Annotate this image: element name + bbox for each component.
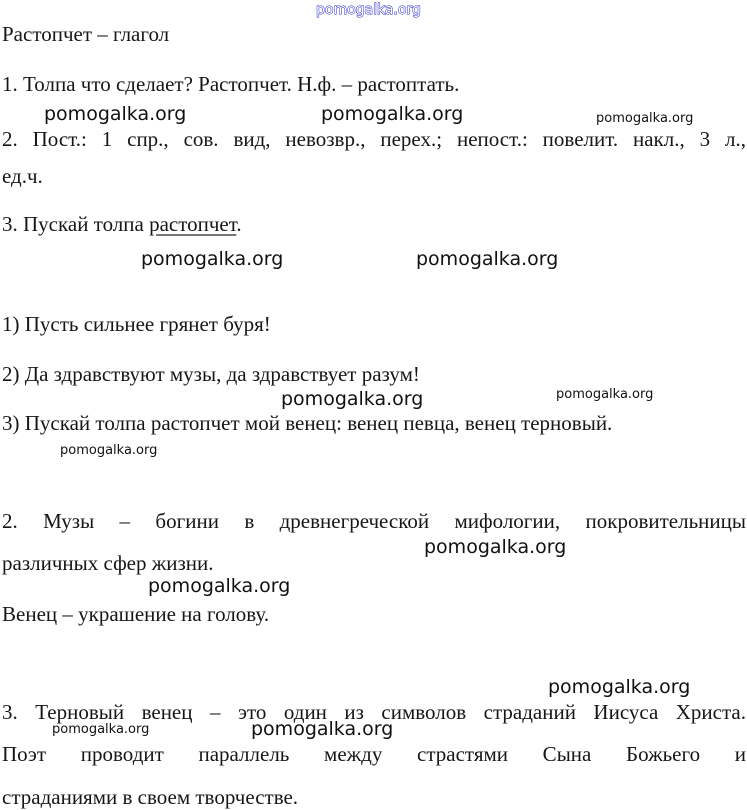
- watermark: pomogalka.org: [60, 443, 158, 458]
- watermark: pomogalka.org: [548, 676, 691, 698]
- watermark: pomogalka.org: [141, 248, 284, 270]
- list-item-2: 2) Да здравствуют музы, да здравствует разум!: [2, 362, 420, 386]
- thorn-line-3: страданиями в своем творчестве.: [2, 785, 299, 809]
- paragraph-3-prefix: 3. Пускай толпа: [2, 212, 150, 236]
- paragraph-2-line-1: 2. Пост.: 1 спр., сов. вид, невозвр., перех.; непост.: повелит. накл., 3 л.,: [2, 127, 746, 151]
- paragraph-3-suffix: .: [236, 212, 242, 236]
- watermark: pomogalka.org: [416, 248, 559, 270]
- list-item-3: 3) Пускай толпа растопчет мой венец: венец певца, венец терновый.: [2, 411, 613, 435]
- watermark: pomogalka.org: [148, 575, 291, 597]
- muses-line-2: различных сфер жизни.: [2, 551, 214, 575]
- paragraph-1: 1. Толпа что сделает? Растопчет. Н.ф. – растоптать.: [2, 72, 460, 96]
- watermark-top: pomogalka.org: [316, 2, 421, 18]
- watermark: pomogalka.org: [321, 103, 464, 125]
- watermark: pomogalka.org: [556, 387, 654, 402]
- watermark: pomogalka.org: [52, 722, 150, 737]
- heading-line: Растопчет – глагол: [2, 22, 170, 46]
- underlined-word: растопчет: [149, 212, 237, 236]
- thorn-line-2: Поэт проводит параллель между страстями Сына Божьего и: [2, 742, 746, 766]
- muses-line-1: 2. Музы – богини в древнегреческой мифологии, покровительницы: [2, 509, 746, 533]
- watermark: pomogalka.org: [251, 718, 394, 740]
- list-item-1: 1) Пусть сильнее грянет буря!: [2, 312, 271, 336]
- paragraph-3: [2, 214, 242, 235]
- paragraph-2-line-2: ед.ч.: [2, 164, 43, 188]
- watermark: pomogalka.org: [596, 111, 694, 126]
- wreath-definition: Венец – украшение на голову.: [2, 602, 270, 626]
- watermark: pomogalka.org: [281, 388, 424, 410]
- thorn-line-1: 3. Терновый венец – это один из символов страданий Иисуса Христа.: [2, 700, 746, 724]
- watermark: pomogalka.org: [44, 103, 187, 125]
- watermark: pomogalka.org: [424, 536, 567, 558]
